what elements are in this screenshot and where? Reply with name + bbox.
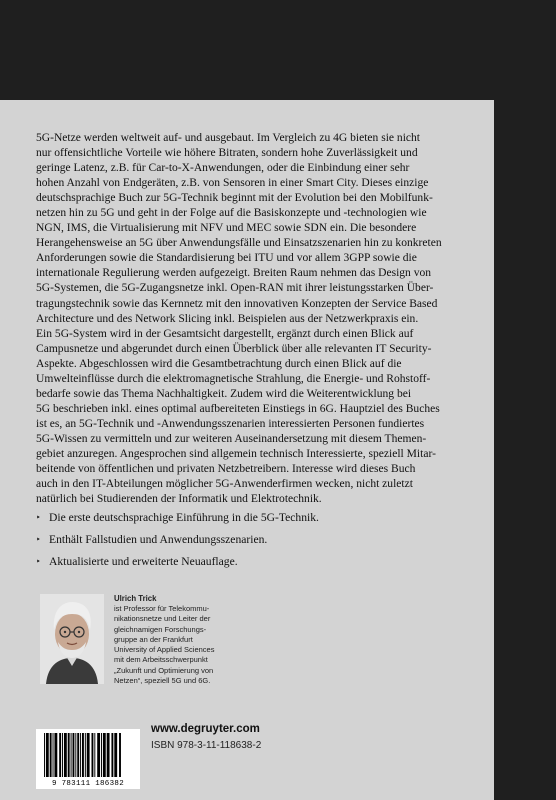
barcode-bar (101, 733, 102, 777)
author-name: Ulrich Trick (114, 594, 157, 603)
barcode-bar (119, 733, 121, 777)
description-line: nur offensichtliche Vorteile wie höhere Bitraten, sondern hohe Zuverlässigkeit und (36, 147, 418, 160)
barcode-bar (107, 733, 110, 777)
barcode-bar (68, 733, 70, 777)
barcode-bar (59, 733, 61, 777)
description-line: Architecture und des Network Slicing inkl. Beispielen aus der Netzwerkpraxis ein. (36, 312, 419, 325)
barcode-bar (64, 733, 67, 777)
publisher-website: www.degruyter.com (151, 723, 260, 735)
description-line: internationale Regulierung werden aufgezeigt. Breiten Raum nehmen das Design von (36, 267, 432, 280)
description-line: ist es, an 5G-Technik und -Anwendungsszenarien interessierten Personen fundiertes (36, 417, 425, 430)
author-bio-line: University of Applied Sciences (114, 645, 215, 655)
description-line: Aspekte. Abgeschlossen wird die Gesamtbetrachtung durch einen Blick auf die (36, 357, 402, 370)
bullet-icon: ‣ (36, 513, 41, 522)
right-dark-band (494, 100, 556, 800)
author-bio-line: mit dem Arbeitsschwerpunkt (114, 655, 208, 665)
barcode-bar (97, 733, 100, 777)
description-line: Umwelteinflüsse durch die elektromagnetische Strahlung, die Energie- und Rohstoff- (36, 372, 431, 385)
feature-item (36, 555, 460, 577)
barcode-bar (103, 733, 106, 777)
description-line: geringe Latenz, z.B. für Car-to-X-Anwendungen, oder die Einbindung einer sehr (36, 162, 410, 175)
author-bio-line: gruppe an der Frankfurt (114, 634, 193, 644)
feature-item (36, 511, 460, 533)
description-line: 5G-Wissen zu vermitteln und zur weiteren Auseinandersetzung mit diesem Themen- (36, 432, 427, 445)
barcode-bar (54, 733, 57, 777)
barcode-bar (85, 733, 86, 777)
barcode-bar (77, 733, 79, 777)
barcode-bar (62, 733, 63, 777)
author-photo (40, 594, 104, 684)
barcode-bar (73, 733, 75, 777)
description-line: hohen Anzahl von Endgeräten, z.B. von Sensoren in einer Smart City. Dieses einzige (36, 177, 429, 190)
barcode-bar (71, 733, 72, 777)
barcode-bar (92, 733, 94, 777)
top-dark-band (0, 0, 556, 100)
barcode-bar (111, 733, 113, 777)
bullet-icon: ‣ (36, 557, 41, 566)
book-description (36, 131, 460, 507)
description-line: Anforderungen sowie die Standardisierung bei ITU und vor allem 3GPP sowie die (36, 252, 417, 265)
author-bio-line: „Zukunft und Optimierung von (114, 665, 214, 675)
barcode-bars (36, 729, 140, 779)
description-line: bedarfe sowie das Thema Nachhaltigkeit. Zudem wird die Weiterentwicklung bei (36, 387, 412, 400)
author-bio (114, 604, 254, 686)
description-line: Herangehensweise an 5G über Anwendungsfälle und Einsatzszenarien hin zu konkreten (36, 237, 442, 250)
barcode-bar (80, 733, 81, 777)
barcode-bar (75, 733, 76, 777)
description-line: NGN, IMS, die Virtualisierung mit NFV und MEC sowie SDN ein. Die besondere (36, 222, 417, 235)
feature-list (36, 511, 460, 577)
isbn-barcode (36, 729, 140, 789)
author-bio-line: gleichnamigen Forschungs- (114, 624, 207, 634)
description-line: 5G-Netze werden weltweit auf- und ausgebaut. Im Vergleich zu 4G bieten sie nicht (36, 132, 421, 144)
author-bio-line: Netzen“, speziell 5G und 6G. (114, 676, 211, 686)
description-line: deutschsprachige Buch zur 5G-Technik beginnt mit der Evolution bei den Mobilfunk- (36, 192, 433, 205)
feature-item (36, 533, 460, 555)
barcode-bar (87, 733, 90, 777)
barcode-bar (94, 733, 95, 777)
feature-text: Die erste deutschsprachige Einführung in die 5G-Technik. (49, 511, 319, 524)
description-line: tragungstechnik sowie das Kernnetz mit den innovativen Konzepten der Service Based (36, 297, 438, 310)
description-line: gebiet anzuregen. Angesprochen sind allgemein technisch Interessierte, speziell Mitar- (36, 447, 436, 460)
description-line: Campusnetze und abgerundet durch einen Überblick über alle relevanten IT Security- (36, 342, 432, 355)
isbn-label: ISBN 978-3-11-118638-2 (151, 740, 262, 751)
author-bio-line: ist Professor für Telekommu- (114, 604, 210, 613)
bullet-icon: ‣ (36, 535, 41, 544)
description-line: natürlich bei Studierenden der Informatik und Elektrotechnik. (36, 493, 322, 506)
description-line: netzen hin zu 5G und geht in der Folge auf die Basiskonzepte und -technologien wie (36, 207, 427, 220)
author-bio-line: nikationsnetze und Leiter der (114, 614, 211, 624)
barcode-bar (44, 733, 45, 777)
barcode-bar (50, 733, 52, 777)
description-line: Ein 5G-System wird in der Gesamtsicht dargestellt, ergänzt durch einen Blick auf (36, 327, 414, 340)
feature-text: Aktualisierte und erweiterte Neuauflage. (49, 555, 238, 568)
barcode-digits: 9 783111 186382 (51, 780, 124, 788)
barcode-bar (46, 733, 49, 777)
description-line: auch in den IT-Abteilungen möglicher 5G-Anwenderfirmen wecken, nicht zuletzt (36, 478, 413, 491)
description-line: 5G-Systemen, die 5G-Zugangsnetze inkl. Open-RAN mit ihrer leistungsstarken Über- (36, 282, 434, 295)
description-line: beitende von öffentlichen und privaten Netzbetreibern. Interesse wird dieses Buch (36, 463, 416, 476)
description-line: 5G beschrieben inkl. eines optimal aufbereiteten Einstiegs in 6G. Hauptziel des Buches (36, 402, 440, 415)
barcode-bar (53, 733, 54, 777)
feature-text: Enthält Fallstudien und Anwendungsszenarien. (49, 533, 268, 546)
barcode-bar (114, 733, 117, 777)
barcode-bar (82, 733, 84, 777)
